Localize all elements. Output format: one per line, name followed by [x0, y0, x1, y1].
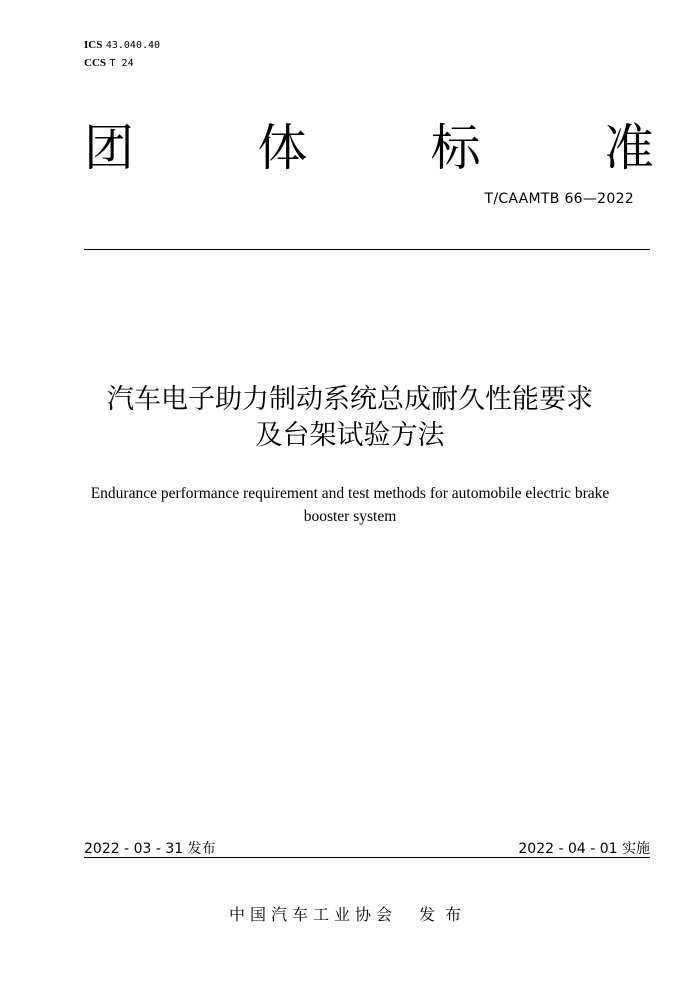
top-divider: [84, 249, 650, 250]
chinese-title-line-2: 及台架试验方法: [255, 420, 445, 451]
ics-value: 43.040.40: [105, 40, 161, 51]
bottom-divider: [84, 857, 650, 858]
implementation-date: 2022 - 04 - 01 实施: [518, 841, 650, 857]
classification-block: [84, 36, 160, 72]
standard-type-char: 团: [84, 119, 134, 177]
publish-verb: 发布: [419, 905, 472, 924]
ics-row: [84, 36, 160, 54]
english-title-line-1: Endurance performance requirement and test methods for automobile electric brake: [90, 485, 610, 502]
ccs-row: [84, 54, 160, 72]
standard-type-heading: [84, 116, 654, 180]
chinese-title-line-1: 汽车电子助力制动系统总成耐久性能要求: [107, 384, 593, 415]
publisher-line: [0, 902, 700, 925]
ccs-value: T 24: [109, 58, 134, 69]
issue-date: 2022 - 03 - 31 发布: [84, 841, 216, 857]
standard-type-char: 标: [430, 119, 481, 177]
standard-type-char: 体: [257, 119, 308, 177]
standard-code: T/CAAMTB 66—2022: [484, 191, 634, 207]
english-title-line-2: booster system: [303, 508, 397, 525]
english-title: [40, 482, 660, 528]
chinese-title: [40, 382, 660, 454]
ccs-label: CCS: [84, 57, 107, 69]
publisher-name: 中国汽车工业协会: [228, 905, 397, 924]
ics-label: ICS: [84, 39, 103, 51]
standard-type-char: 准: [603, 119, 654, 177]
